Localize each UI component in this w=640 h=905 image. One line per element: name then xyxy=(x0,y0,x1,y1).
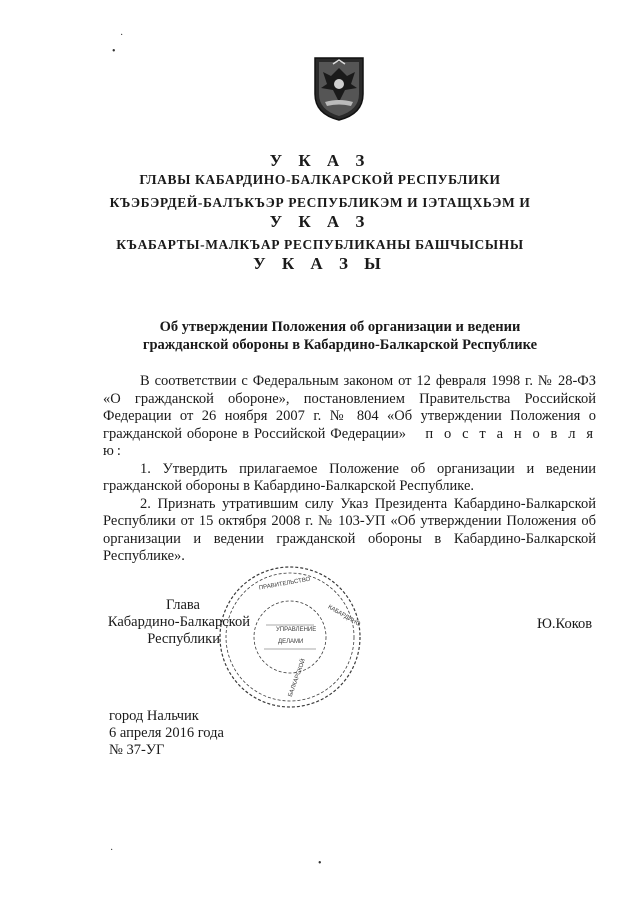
signing-date: 6 апреля 2016 года xyxy=(109,725,224,741)
coat-of-arms-icon xyxy=(311,54,367,122)
preamble-text: В соответствии с Федеральным законом от 12 февраля 1998 г. № 28-ФЗ «О гражданской обороне», постановлением Правительства Российской Федерации от 26 ноября 2007 г. № 804 «Об утверждении Положения о гражданской обороне в Российской Федерации» xyxy=(103,373,596,442)
svg-text:КАБАРДИНО: КАБАРДИНО xyxy=(326,604,362,628)
signatory-title-line-2: Кабардино-Балкарской xyxy=(107,614,250,630)
item-2: 2. Признать утратившим силу Указ Президента Кабардино-Балкарской Республики от 15 октября 2008 г. № 103-УП «Об утверждении Положения об организации и ведении гражданской обороны в Кабардино-Балкарской Республике». xyxy=(103,495,596,564)
signatory-title-line-1: Глава xyxy=(165,597,200,613)
issuer-ru: ГЛАВЫ КАБАРДИНО-БАЛКАРСКОЙ РЕСПУБЛИКИ xyxy=(139,172,501,187)
signatory-title-line-3: Республики xyxy=(147,631,220,647)
document-footer xyxy=(109,708,224,759)
issuer-krc: КЪАБАРТЫ-МАЛКЪАР РЕСПУБЛИКАНЫ БАШЧЫСЫНЫ xyxy=(116,237,524,252)
signatory-name: Ю.Коков xyxy=(537,616,593,632)
scan-speck: • xyxy=(318,858,322,869)
decree-heading-kbd: У К А З xyxy=(269,212,371,231)
place-of-signing: город Нальчик xyxy=(109,708,199,724)
svg-text:ДЕЛАМИ: ДЕЛАМИ xyxy=(278,639,304,645)
scan-speck: · xyxy=(110,845,114,856)
svg-text:ПРАВИТЕЛЬСТВО: ПРАВИТЕЛЬСТВО xyxy=(258,576,311,592)
decree-word: п о с т а н о в л я ю: xyxy=(103,425,597,459)
item-1: 1. Утвердить прилагаемое Положение об организации и ведении гражданской обороны в Кабардино-Балкарской Республике. xyxy=(103,460,596,494)
document-title xyxy=(100,318,580,354)
issuer-kbd: КЪЭБЭРДЕЙ-БАЛЪКЪЭР РЕСПУБЛИКЭМ И ІЭТАЩХЬЭМ И xyxy=(109,195,531,210)
decree-heading-ru: У К А З xyxy=(269,151,371,170)
preamble-paragraph xyxy=(103,373,596,461)
title-line-2: гражданской обороны в Кабардино-Балкарской Республике xyxy=(142,337,538,353)
svg-text:УПРАВЛЕНИЕ: УПРАВЛЕНИЕ xyxy=(276,627,317,633)
scan-speck: • xyxy=(112,46,116,57)
scan-speck: · xyxy=(120,30,124,41)
svg-text:БАЛКАРСКОЙ: БАЛКАРСКОЙ xyxy=(287,658,308,698)
decree-number: № 37-УГ xyxy=(109,742,165,758)
decree-heading-krc: У К А З Ы xyxy=(253,254,387,273)
document-body xyxy=(103,373,596,566)
official-seal-icon xyxy=(216,563,364,711)
title-line-1: Об утверждении Положения об организации и ведении xyxy=(159,319,521,335)
